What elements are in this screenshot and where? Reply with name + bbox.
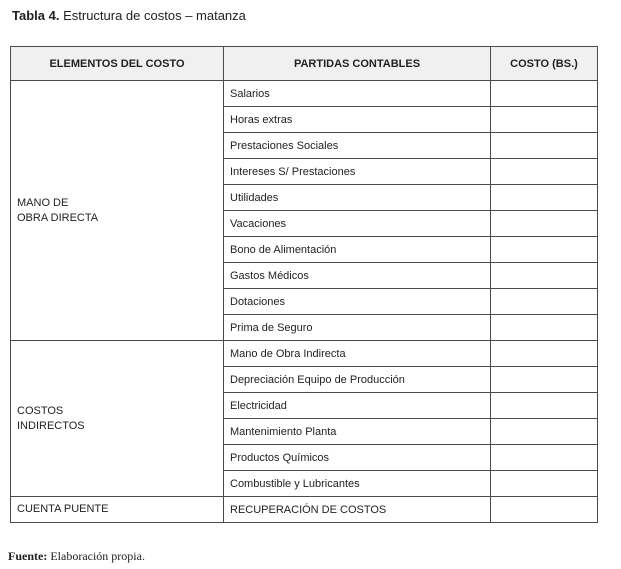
element-label-line1: MANO DE	[17, 196, 69, 209]
account-item: RECUPERACIÓN DE COSTOS	[224, 497, 491, 523]
header-cost: COSTO (BS.)	[491, 47, 598, 81]
element-indirect-costs	[11, 341, 224, 497]
cost-cell	[491, 81, 598, 107]
account-item: Utilidades	[224, 185, 491, 211]
table-caption	[12, 8, 246, 23]
cost-cell	[491, 419, 598, 445]
account-item: Intereses S/ Prestaciones	[224, 159, 491, 185]
cost-cell	[491, 133, 598, 159]
account-item: Combustible y Lubricantes	[224, 471, 491, 497]
account-item: Productos Químicos	[224, 445, 491, 471]
account-item: Vacaciones	[224, 211, 491, 237]
account-item: Horas extras	[224, 107, 491, 133]
account-item: Depreciación Equipo de Producción	[224, 367, 491, 393]
cost-cell	[491, 471, 598, 497]
account-item: Mano de Obra Indirecta	[224, 341, 491, 367]
source-note	[8, 549, 145, 564]
caption-label: Tabla 4.	[12, 8, 60, 23]
table-row	[11, 81, 598, 107]
account-item: Bono de Alimentación	[224, 237, 491, 263]
cost-cell	[491, 367, 598, 393]
source-text: Elaboración propia.	[50, 549, 145, 563]
element-label-line1: CUENTA PUENTE	[17, 503, 109, 515]
element-label-line1: COSTOS	[17, 404, 64, 417]
account-item: Mantenimiento Planta	[224, 419, 491, 445]
cost-cell	[491, 393, 598, 419]
cost-cell	[491, 263, 598, 289]
cost-cell	[491, 341, 598, 367]
account-item: Dotaciones	[224, 289, 491, 315]
source-label: Fuente:	[8, 549, 48, 563]
header-elements: ELEMENTOS DEL COSTO	[11, 47, 224, 81]
element-label-line2: OBRA DIRECTA	[17, 211, 99, 224]
cost-cell	[491, 211, 598, 237]
cost-cell	[491, 289, 598, 315]
cost-cell	[491, 185, 598, 211]
element-direct-labor	[11, 81, 224, 341]
account-item: Electricidad	[224, 393, 491, 419]
cost-cell	[491, 497, 598, 523]
account-item: Salarios	[224, 81, 491, 107]
element-label-line2: INDIRECTOS	[17, 419, 85, 432]
cost-cell	[491, 159, 598, 185]
caption-title: Estructura de costos – matanza	[63, 8, 246, 23]
account-item: Gastos Médicos	[224, 263, 491, 289]
header-row	[11, 47, 598, 81]
cost-cell	[491, 445, 598, 471]
table-row	[11, 341, 598, 367]
table-row	[11, 497, 598, 523]
cost-structure-table	[10, 46, 598, 523]
account-item: Prima de Seguro	[224, 315, 491, 341]
cost-cell	[491, 107, 598, 133]
header-accounts: PARTIDAS CONTABLES	[224, 47, 491, 81]
account-item: Prestaciones Sociales	[224, 133, 491, 159]
cost-cell	[491, 315, 598, 341]
cost-cell	[491, 237, 598, 263]
element-bridge-account	[11, 497, 224, 523]
